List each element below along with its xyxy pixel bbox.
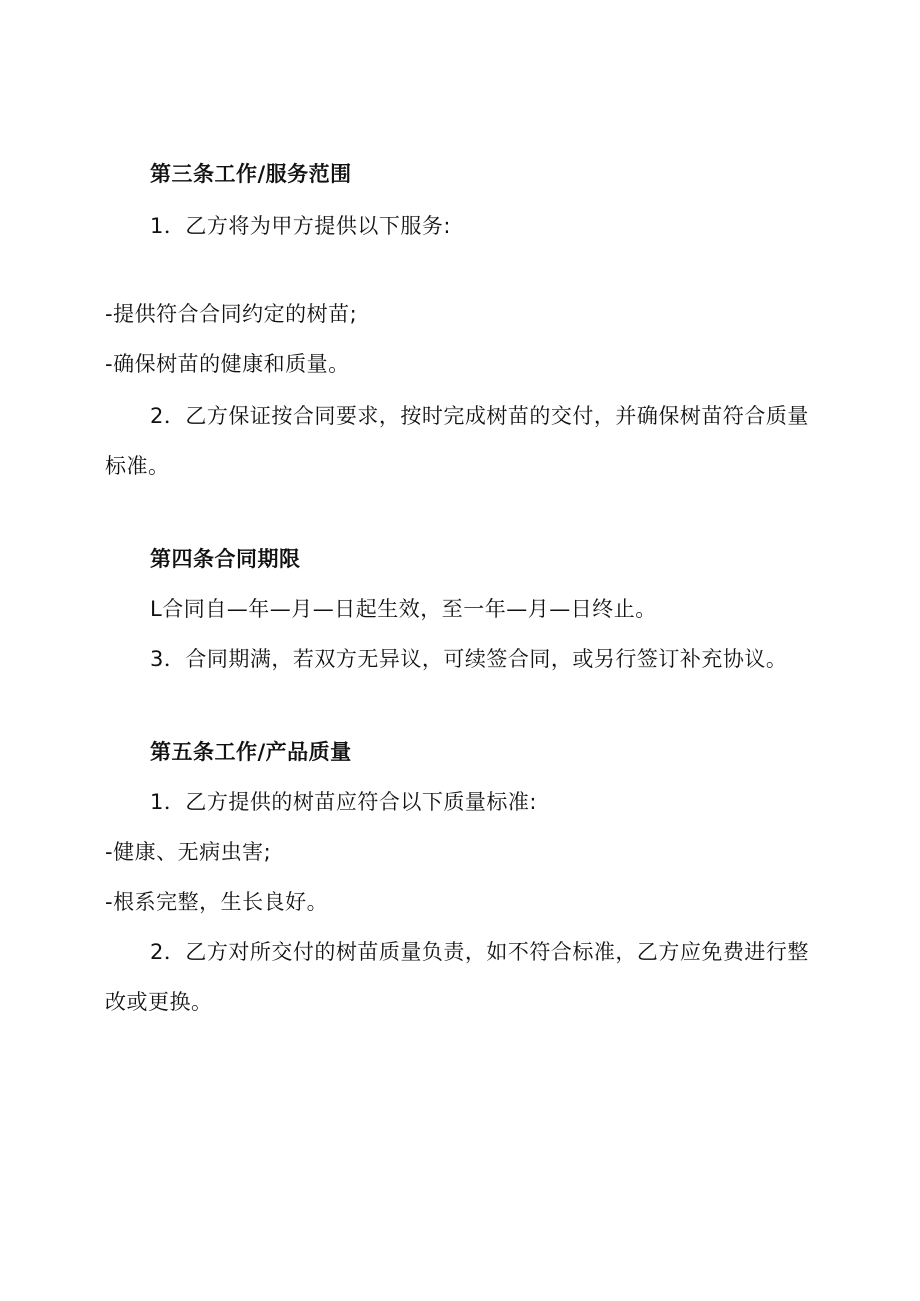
section-3-bullet-2: -确保树苗的健康和质量。 bbox=[105, 352, 350, 376]
section-3-heading: 第三条工作/服务范围 bbox=[150, 162, 352, 186]
section-3-item-1: 1．乙方将为甲方提供以下服务: bbox=[150, 214, 451, 238]
section-5-bullet-2: -根系完整，生长良好。 bbox=[105, 890, 329, 914]
section-3-bullet-1: -提供符合合同约定的树苗; bbox=[105, 302, 358, 326]
section-5-bullet-1: -健康、无病虫害; bbox=[105, 840, 272, 864]
section-5-item-2-line-2: 改或更换。 bbox=[105, 990, 213, 1014]
section-3-item-2-line-2: 标准。 bbox=[105, 454, 170, 478]
section-3-item-2-line-1: 2．乙方保证按合同要求，按时完成树苗的交付，并确保树苗符合质量 bbox=[150, 404, 809, 428]
section-5-heading: 第五条工作/产品质量 bbox=[150, 740, 352, 764]
section-4-item-1: L合同自—年—月—日起生效，至一年—月—日终止。 bbox=[150, 597, 657, 621]
section-4-heading: 第四条合同期限 bbox=[150, 547, 301, 571]
section-5-item-1: 1．乙方提供的树苗应符合以下质量标准: bbox=[150, 790, 537, 814]
section-5-item-2-line-1: 2．乙方对所交付的树苗质量负责，如不符合标准，乙方应免费进行整 bbox=[150, 940, 809, 964]
section-4-item-2: 3．合同期满，若双方无异议，可续签合同，或另行签订补充协议。 bbox=[150, 647, 788, 671]
